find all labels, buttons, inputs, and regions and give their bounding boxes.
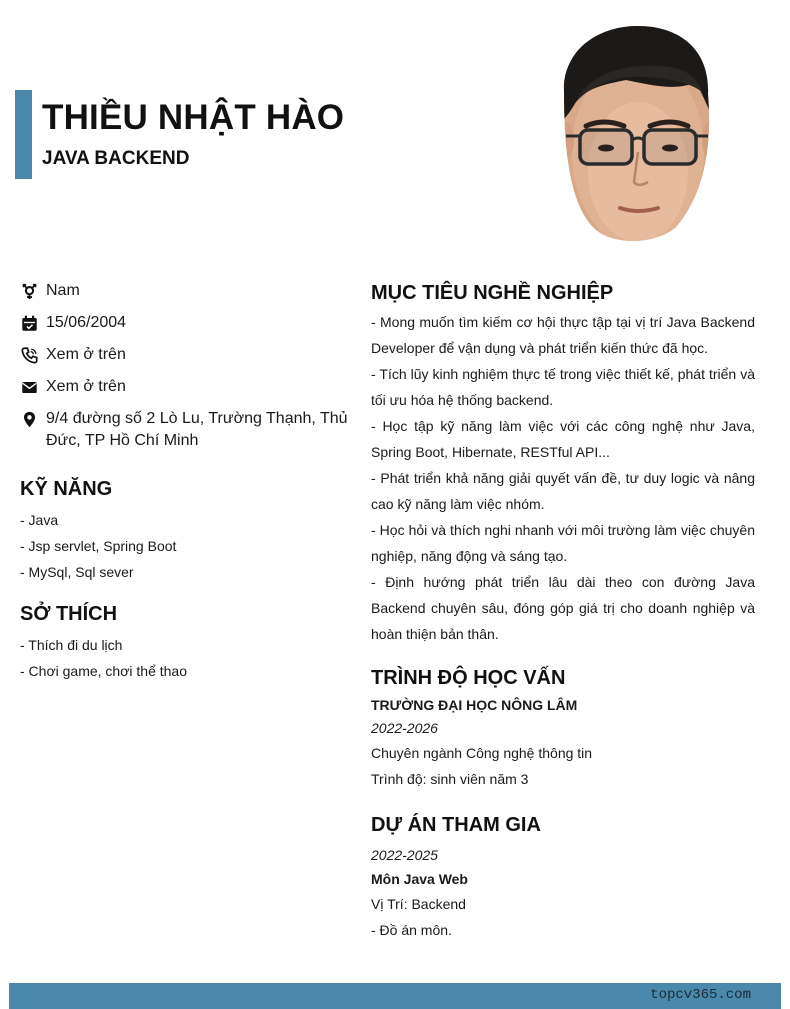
project-name: Môn Java Web [371, 871, 468, 887]
gender-icon [20, 282, 38, 300]
education-period: 2022-2026 [371, 720, 438, 736]
projects-title: DỰ ÁN THAM GIA [371, 814, 541, 836]
envelope-icon [20, 378, 38, 396]
project-period: 2022-2025 [371, 847, 438, 863]
education-section [371, 667, 755, 792]
profile-photo [556, 22, 716, 247]
candidate-name: THIỀU NHẬT HÀO [42, 98, 345, 137]
objective-title: MỤC TIÊU NGHỀ NGHIỆP [371, 282, 614, 304]
list-item: - Java [20, 512, 59, 528]
skills-title: KỸ NĂNG [20, 478, 113, 500]
phone-icon [20, 346, 38, 364]
list-item: - Jsp servlet, Spring Boot [20, 538, 177, 554]
project-role: Vị Trí: Backend [371, 896, 466, 912]
gender-text: Nam [46, 282, 80, 299]
school-name: TRƯỜNG ĐẠI HỌC NÔNG LÂM [371, 697, 578, 713]
contact-address [20, 408, 350, 452]
contact-info [20, 280, 350, 462]
project-description: - Đồ án môn. [371, 922, 452, 938]
projects-section [371, 814, 755, 943]
birthday-text: 15/06/2004 [46, 314, 127, 331]
contact-birthday [20, 312, 350, 334]
contact-gender [20, 280, 350, 302]
phone-text: Xem ở trên [46, 346, 126, 363]
email-text: Xem ở trên [46, 378, 126, 395]
education-major: Chuyên ngành Công nghệ thông tin [371, 745, 593, 761]
objective-item: - Định hướng phát triển lâu dài theo con đường Java Backend chuyên sâu, đóng góp giá trị cho doanh nghiệp và hoàn thiện bản thân. [371, 574, 755, 642]
contact-phone [20, 344, 350, 366]
objective-section [371, 282, 755, 647]
education-title: TRÌNH ĐỘ HỌC VẤN [371, 667, 566, 689]
address-text: 9/4 đường số 2 Lò Lu, Trường Thạnh, Thủ Đức, TP Hồ Chí Minh [46, 410, 348, 449]
contact-email [20, 376, 350, 398]
list-item: - Chơi game, chơi thể thao [20, 663, 187, 679]
hobbies-section [20, 603, 350, 684]
objective-item: - Học hỏi và thích nghi nhanh với môi trường làm việc chuyên nghiệp, năng động và sáng tạo. [371, 522, 755, 564]
objective-item: - Mong muốn tìm kiếm cơ hội thực tập tại vị trí Java Backend Developer để vận dụng và phát triển kiến thức đã học. [371, 314, 755, 356]
map-pin-icon [20, 410, 38, 428]
education-level: Trình độ: sinh viên năm 3 [371, 771, 529, 787]
footer-watermark: topcv365.com [650, 987, 751, 1003]
job-title: JAVA BACKEND [42, 148, 190, 169]
footer-bar [9, 983, 781, 1009]
objective-item: - Học tập kỹ năng làm việc với các công nghệ như Java, Spring Boot, Hibernate, RESTful API... [371, 418, 755, 460]
objective-item: - Tích lũy kinh nghiệm thực tế trong việc thiết kế, phát triển và tối ưu hóa hệ thống backend. [371, 366, 755, 408]
list-item: - MySql, Sql sever [20, 564, 134, 580]
objective-item: - Phát triển khả năng giải quyết vấn đề, tư duy logic và nâng cao kỹ năng làm việc nhóm. [371, 470, 755, 512]
list-item: - Thích đi du lịch [20, 637, 123, 653]
calendar-icon [20, 314, 38, 332]
hobbies-title: SỞ THÍCH [20, 603, 118, 625]
skills-section [20, 478, 350, 585]
name-accent-bar [15, 90, 32, 179]
